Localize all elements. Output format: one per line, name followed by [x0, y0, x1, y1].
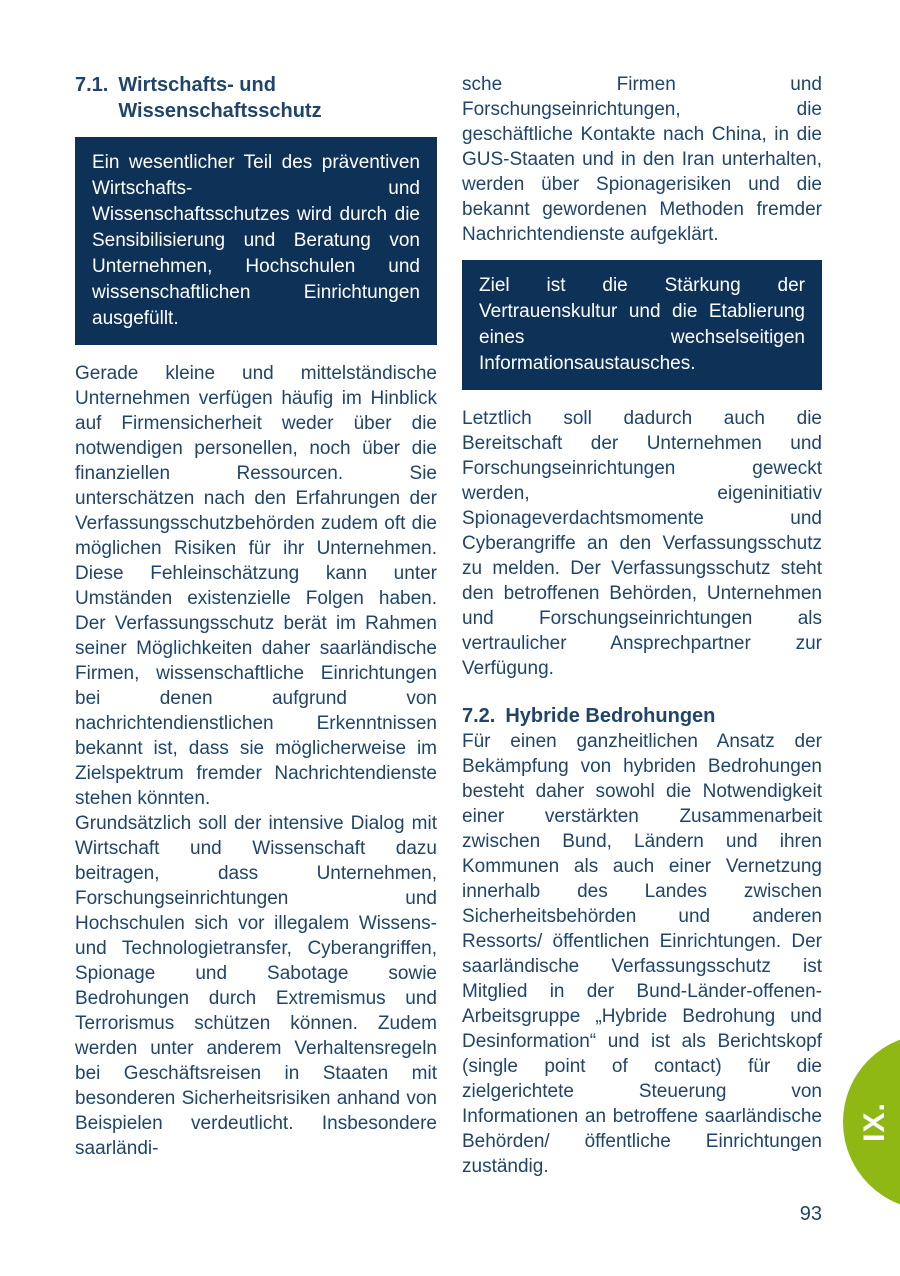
highlight-box-right	[462, 260, 822, 390]
left-paragraph-2: Grundsätzlich soll der intensive Dialog mit Wirtschaft und Wissenschaft dazu beitragen, dass Unternehmen, Forschungseinrichtungen und Hochschulen sich vor illegalem Wissens- und Technologietransfer, Cyberangriffen, Spionage und Sabotage sowie Bedrohungen durch Extremismus und Terrorismus schützen können. Zudem werden unter anderem Verhaltensregeln bei Geschäftsreisen in Staaten mit besonderen Sicherheitsrisiken anhand von Beispielen verdeutlicht. Insbesondere saarländi-	[75, 813, 437, 1159]
highlight-box-right-text: Ziel ist die Stärkung der Vertrauenskultur und die Etablierung eines wechselseitigen Informationsaustausches.	[479, 275, 805, 374]
highlight-box-left-text: Ein wesentlicher Teil des präventiven Wirtschafts- und Wissenschaftsschutzes wird durch die Sensibilisierung und Beratung von Unternehmen, Hochschulen und wissenschaftlichen Einrichtungen ausgefüllt.	[92, 152, 420, 329]
section-heading-7-2	[462, 703, 822, 729]
section-tab-label: IX.	[858, 1102, 891, 1142]
left-column	[75, 72, 437, 1161]
section-heading-7-2-text: Hybride Bedrohungen	[505, 705, 716, 727]
page-number: 93	[799, 1203, 822, 1225]
right-paragraph-1: sche Firmen und Forschungseinrichtungen, die geschäftliche Kontakte nach China, in die GUS-Staaten und in den Iran unterhalten, werden über Spionagerisiken und die bekannt gewordenen Methoden fremder Nachrichtendienste aufgeklärt.	[462, 74, 822, 245]
section-heading-7-2-number: 7.2.	[462, 705, 496, 727]
right-column	[462, 72, 822, 1179]
section-heading-7-1-number: 7.1.	[75, 74, 109, 96]
section-tab	[843, 1034, 900, 1210]
highlight-box-left	[75, 137, 437, 345]
left-paragraph-1: Gerade kleine und mittelständische Unternehmen verfügen häufig im Hinblick auf Firmensicherheit weder über die notwendigen personellen, noch über die finanziellen Ressourcen. Sie unterschätzen nach den Erfahrungen der Verfassungsschutzbehörden zudem oft die möglichen Risiken für ihr Unternehmen. Diese Fehleinschätzung kann unter Umständen existenzielle Folgen haben. Der Verfassungsschutz berät im Rahmen seiner Möglichkeiten daher saarländische Firmen, wissenschaftliche Einrichtungen bei denen aufgrund von nachrichtendienstlichen Erkenntnissen bekannt ist, dass sie möglicherweise im Zielspektrum fremder Nachrichtendienste stehen könnten.	[75, 363, 437, 809]
section-heading-7-1-text: Wirtschafts- und Wissenschaftsschutz	[118, 74, 322, 122]
right-paragraph-3: Für einen ganzheitlichen Ansatz der Bekämpfung von hybriden Bedrohungen besteht daher sowohl die Notwendigkeit einer verstärkten Zusammenarbeit zwischen Bund, Ländern und ihren Kommunen als auch einer Vernetzung innerhalb des Landes zwischen Sicherheitsbehörden und anderen Ressorts/ öffentlichen Einrichtungen. Der saarländische Verfassungsschutz ist Mitglied in der Bund-Länder-offenen-Arbeitsgruppe „Hybride Bedrohung und Desinformation“ und ist als Berichtskopf (single point of contact) für die zielgerichtete Steuerung von Informationen an betroffene saarländische Behörden/ öffentliche Einrichtungen zuständig.	[462, 731, 822, 1177]
right-paragraph-2: Letztlich soll dadurch auch die Bereitschaft der Unternehmen und Forschungseinrichtungen geweckt werden, eigeninitiativ Spionageverdachtsmomente und Cyberangriffe an den Verfassungsschutz zu melden. Der Verfassungsschutz steht den betroffenen Behörden, Unternehmen und Forschungseinrichtungen als vertraulicher Ansprechpartner zur Verfügung.	[462, 408, 822, 679]
section-heading-7-1	[75, 72, 437, 124]
